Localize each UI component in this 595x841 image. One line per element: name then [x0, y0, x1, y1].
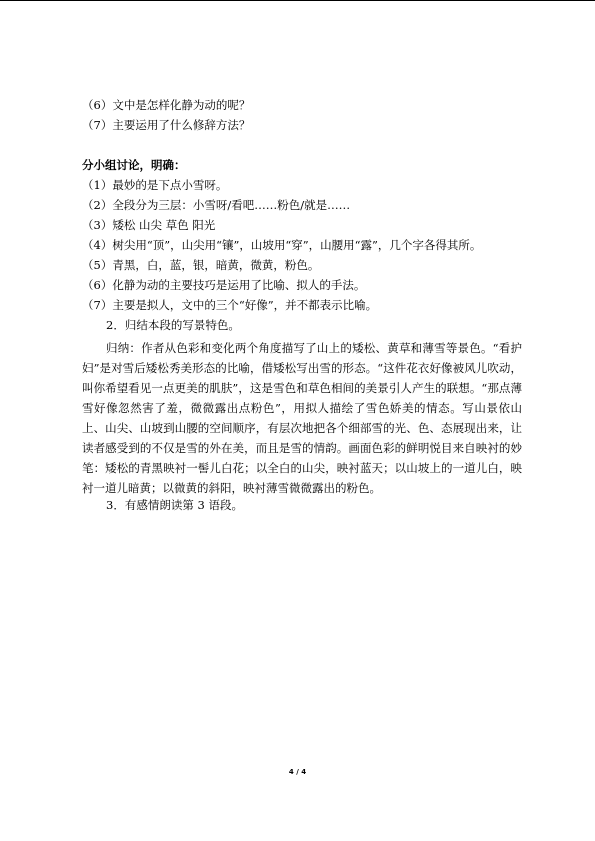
- summary-paragraph: 归纳：作者从色彩和变化两个角度描写了山上的矮松、黄草和薄雪等景色。“看护妇”是对雪后矮松秀美形态的比喻，借矮松写出雪的形态。“这件花衣好像被风儿吹动，叫你希望看见一点更美的肌肤”，这是雪色和草色相间的美景引人产生的联想。“那点薄雪好像忽然害了羞，微微露出点粉色”，用拟人描绘了雪色娇美的情态。写山景依山上、山尖、山坡到山腰的空间顺序，有层次地把各个细部雪的光、色、态展现出来，让读者感受到的不仅是雪的外在美，而且是雪的情韵。画面色彩的鲜明悦目来自映衬的妙笔：矮松的青黑映衬一髻儿白花；以全白的山尖，映衬蓝天；以山坡上的一道儿白，映衬一道儿暗黄；以微黄的斜阳，映衬薄雪微微露出的粉色。: [82, 341, 522, 495]
- spacer: [82, 138, 522, 158]
- answer-3: （3）矮松 山尖 草色 阳光: [82, 218, 216, 232]
- answer-4: （4）树尖用“顶”，山尖用“镶”，山坡用“穿”，山腰用“露”，几个字各得其所。: [82, 238, 482, 252]
- item-3-heading: 3．有感情朗读第 3 语段。: [106, 498, 243, 512]
- page-number: 4 / 4: [288, 768, 307, 776]
- question-6: （6）文中是怎样化静为动的呢？: [82, 98, 251, 112]
- header-rule: [0, 0, 595, 1]
- answer-2: （2）全段分为三层：小雪呀/看吧……粉色/就是……: [82, 198, 351, 212]
- page-content: [82, 98, 522, 518]
- discussion-heading: 分小组讨论，明确：: [82, 158, 186, 172]
- question-7: （7）主要运用了什么修辞方法？: [82, 118, 251, 132]
- answer-7: （7）主要是拟人，文中的三个“好像”，并不都表示比喻。: [82, 298, 378, 312]
- answer-5: （5）青黑，白，蓝，银，暗黄，微黄，粉色。: [82, 258, 320, 272]
- answer-1: （1）最妙的是下点小雪呀。: [82, 178, 228, 192]
- item-2-heading: 2．归结本段的写景特色。: [106, 318, 240, 332]
- answer-6: （6）化静为动的主要技巧是运用了比喻、拟人的手法。: [82, 278, 366, 292]
